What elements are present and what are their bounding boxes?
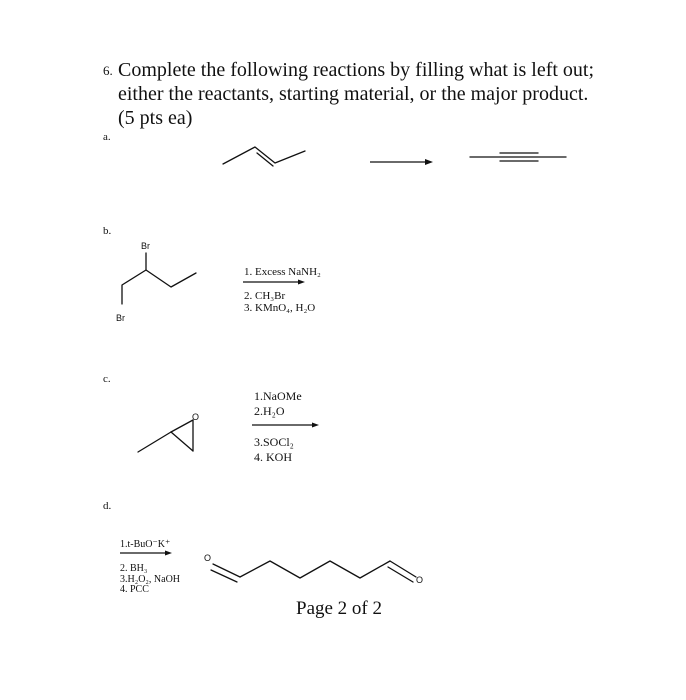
part-a-label: a. [103,131,111,143]
question-text-line-1: Complete the following reactions by filling what is left out; [118,59,595,81]
part-d-label: d. [103,500,112,512]
part-d-reagent-step-2: 2. BH₃ [120,563,148,574]
part-b-bromine-top: Br [141,241,150,251]
part-b-label: b. [103,225,112,237]
part-a-product-alkyne [470,153,566,161]
part-a-reactant-alkene [223,147,305,166]
part-c-label: c. [103,373,111,385]
part-b-bromine-bottom: Br [116,313,125,323]
question-text-line-3: (5 pts ea) [118,107,193,129]
part-c-reagent-step-2: 2.H₂O [254,404,285,418]
part-b-reactant-dibromide [122,253,196,304]
part-c-reactant-epoxide [138,420,193,452]
part-d-oxygen-right: O [416,575,424,585]
part-d-reaction-arrow [120,551,172,556]
part-c-reagent-step-3: 3.SOCl₂ [254,435,294,449]
part-b-reagent-step-2: 2. CH₃Br [244,290,286,302]
part-b-reaction-arrow [243,280,305,285]
part-c-reaction-arrow [252,423,319,428]
part-a-reaction-arrow [370,159,433,165]
part-b-reagent-step-1: 1. Excess NaNH₂ [244,266,321,278]
part-c-reagent-step-1: 1.NaOMe [254,389,302,403]
part-c-reagent-step-4: 4. KOH [254,450,292,464]
part-d-reagent-step-4: 4. PCC [120,584,149,595]
part-b-reagent-step-3: 3. KMnO₄, H₂O [244,302,316,314]
question-text-line-2: either the reactants, starting material, or the major product. [118,83,589,105]
part-d-reagent-step-3: 3.H₂O₂, NaOH [120,574,181,585]
part-d-oxygen-left: O [204,553,212,563]
part-d-reagent-step-1: 1.t-BuO⁻K⁺ [120,539,171,550]
question-number: 6. [103,63,113,78]
part-c-epoxide-oxygen: O [192,412,200,422]
part-d-product-dialdehyde [211,561,416,582]
page-number: Page 2 of 2 [296,598,383,619]
